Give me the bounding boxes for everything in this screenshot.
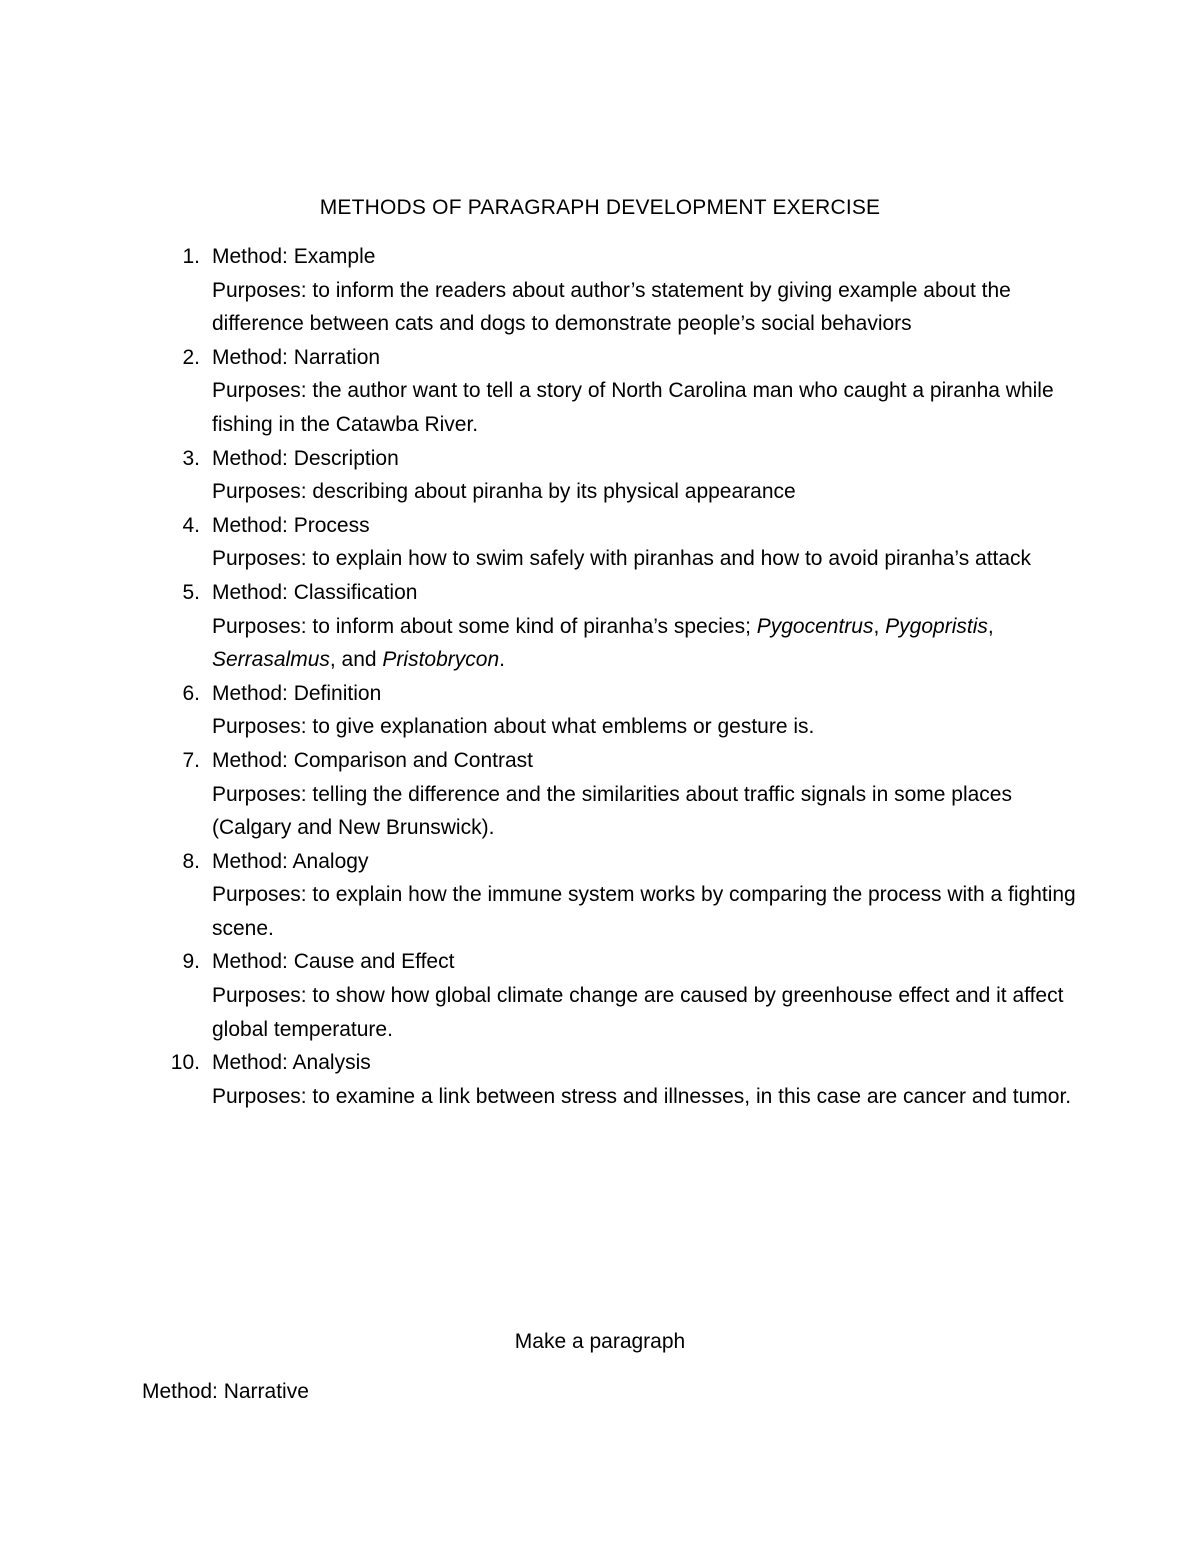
method-label: Method: Analysis (212, 1051, 371, 1075)
list-item (140, 744, 1080, 845)
purpose-text: Purposes: to inform the readers about author’s statement by giving example about the difference between cats and dogs to demonstrate people’s social behaviors (212, 278, 1011, 336)
document-title: METHODS OF PARAGRAPH DEVELOPMENT EXERCISE (319, 196, 881, 219)
item-number: 2. (182, 345, 200, 369)
item-number: 4. (182, 513, 200, 537)
item-number: 3. (182, 446, 200, 470)
species-name: Pygopristis (885, 614, 988, 638)
purpose-text: Purposes: to examine a link between stress and illnesses, in this case are cancer and tumor. (212, 1084, 1072, 1108)
method-label: Method: Description (212, 446, 399, 470)
list-item (140, 442, 1080, 509)
list-item (140, 509, 1080, 576)
species-name: Serrasalmus (212, 648, 330, 672)
method-label: Method: Narration (212, 345, 381, 369)
item-number: 10. (170, 1051, 200, 1075)
purpose-text: Purposes: the author want to tell a story of North Carolina man who caught a piranha while fishing in the Catawba River. (212, 379, 1054, 436)
item-number: 6. (182, 681, 200, 705)
item-number: 8. (182, 849, 200, 873)
purpose-prefix: Purposes: to inform about some kind of piranha’s species; (212, 614, 757, 638)
method-list (140, 240, 1080, 1113)
purpose-text: Purposes: to explain how to swim safely with piranhas and how to avoid piranha’s attack (212, 547, 1032, 571)
list-item (140, 341, 1080, 442)
species-name: Pristobrycon (382, 648, 500, 672)
method-label: Method: Process (212, 513, 370, 537)
purpose-text: Purposes: to explain how the immune system works by comparing the process with a fighting scene. (212, 883, 1076, 940)
list-item (140, 576, 1080, 677)
item-number: 9. (182, 950, 200, 974)
method-label: Method: Definition (212, 681, 382, 705)
purpose-text: Purposes: telling the difference and the similarities about traffic signals in some places (Calgary and New Brunswick). (212, 782, 1012, 840)
species-separator: , (987, 614, 994, 638)
item-number: 7. (182, 748, 200, 772)
purpose-text: Purposes: to show how global climate change are caused by greenhouse effect and it affect global temperature. (212, 984, 1064, 1041)
narrative-method-label: Method: Narrative (142, 1380, 309, 1403)
method-label: Method: Comparison and Contrast (212, 748, 533, 772)
list-item (140, 845, 1080, 946)
list-item (140, 240, 1080, 341)
method-label: Method: Cause and Effect (212, 950, 455, 974)
species-separator: , and (329, 648, 383, 672)
item-number: 1. (182, 245, 200, 268)
purpose-text: Purposes: describing about piranha by its physical appearance (212, 480, 796, 504)
method-label: Method: Example (212, 245, 376, 268)
species-name: Pygocentrus (756, 614, 874, 638)
purpose-text: Purposes: to give explanation about what emblems or gesture is. (212, 715, 815, 739)
method-label: Method: Classification (212, 580, 418, 604)
list-item (140, 1046, 1080, 1113)
paragraph-heading: Make a paragraph (514, 1330, 686, 1353)
list-item (140, 677, 1080, 744)
list-item (140, 945, 1080, 1046)
species-separator: , (873, 614, 886, 638)
method-label: Method: Analogy (212, 849, 369, 873)
item-number: 5. (182, 580, 200, 604)
sentence-end: . (499, 648, 505, 672)
purpose-text (212, 610, 1080, 677)
